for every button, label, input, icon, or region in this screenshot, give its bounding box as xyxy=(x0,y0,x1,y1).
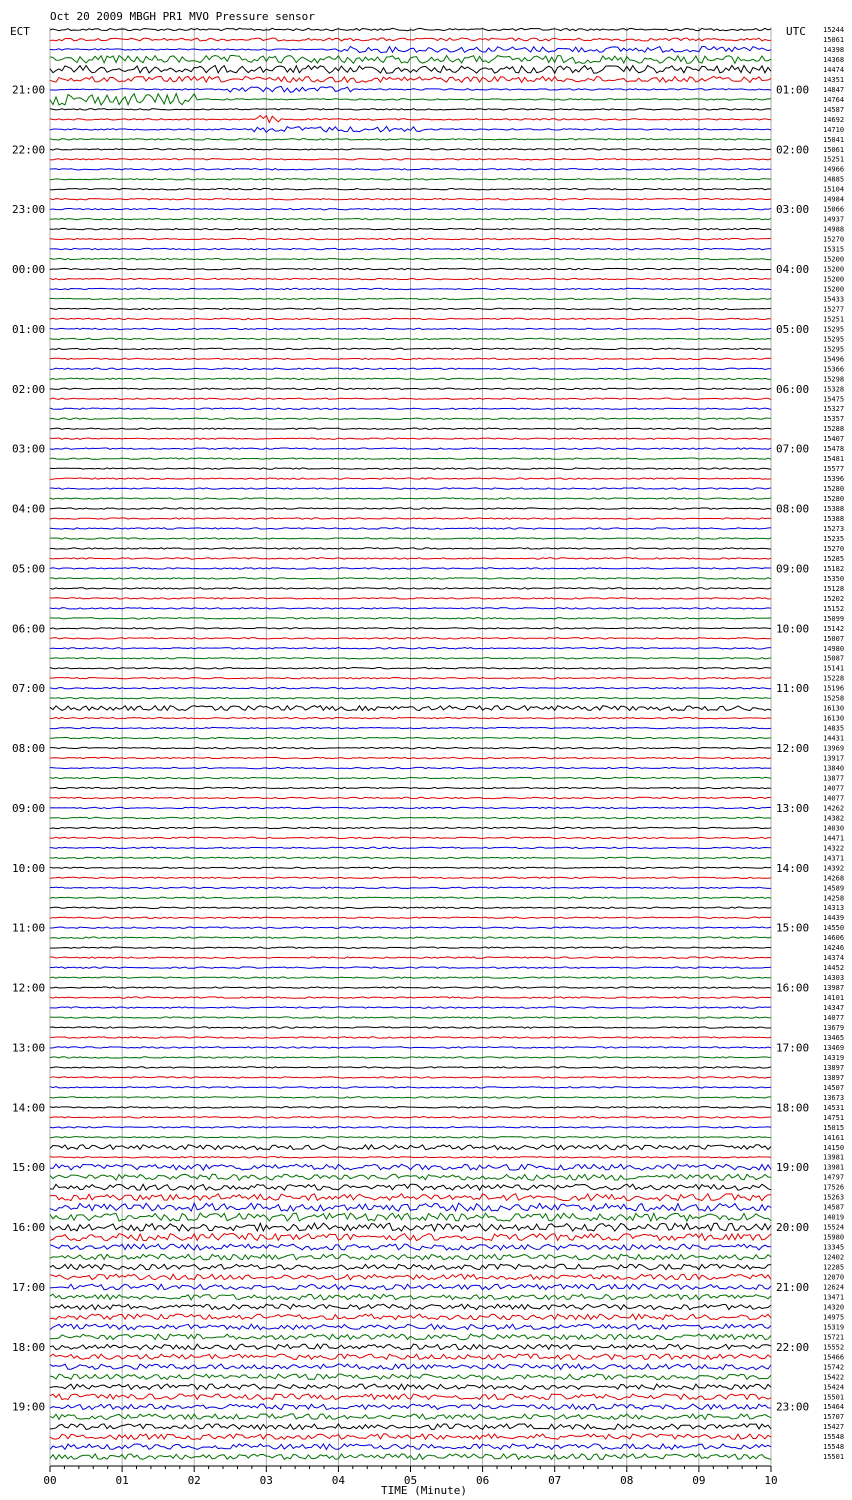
trace-value-label: 15142 xyxy=(823,624,845,633)
trace-value-label: 15258 xyxy=(823,694,845,703)
trace-value-label: 15244 xyxy=(823,26,845,34)
trace-value-label: 14431 xyxy=(823,734,845,743)
trace-value-label: 14150 xyxy=(823,1143,845,1152)
trace-value-label: 15285 xyxy=(823,554,845,563)
trace-value-label: 12285 xyxy=(823,1263,845,1272)
trace-value-label: 14764 xyxy=(823,95,845,104)
trace-value-label: 14606 xyxy=(823,934,845,943)
right-hour-label: 15:00 xyxy=(776,921,810,935)
trace-value-label: 12624 xyxy=(823,1283,845,1292)
trace-row-26 xyxy=(50,288,771,289)
trace-value-label: 15015 xyxy=(823,1123,845,1132)
trace-value-label: 14262 xyxy=(823,804,845,813)
trace-value-label: 15524 xyxy=(823,1223,845,1232)
right-hour-label: 13:00 xyxy=(776,801,810,815)
trace-value-label: 15422 xyxy=(823,1373,845,1382)
trace-value-label: 14980 xyxy=(823,644,845,653)
trace-value-label: 15152 xyxy=(823,604,845,613)
trace-value-label: 12402 xyxy=(823,1253,845,1262)
left-hour-label: 12:00 xyxy=(12,981,46,995)
x-tick-label: 03 xyxy=(259,1474,273,1487)
trace-value-label: 15104 xyxy=(823,185,845,194)
right-hour-label: 10:00 xyxy=(776,622,810,636)
trace-value-label: 14313 xyxy=(823,904,845,913)
trace-value-label: 15270 xyxy=(823,544,845,553)
trace-value-label: 14471 xyxy=(823,834,845,843)
left-hour-label: 10:00 xyxy=(12,861,46,875)
x-tick-label: 01 xyxy=(115,1474,129,1487)
trace-value-label: 14587 xyxy=(823,105,845,114)
trace-value-label: 15319 xyxy=(823,1323,845,1332)
trace-value-label: 15200 xyxy=(823,265,845,274)
trace-value-label: 14835 xyxy=(823,724,845,733)
trace-value-label: 15552 xyxy=(823,1343,845,1352)
right-hour-labels xyxy=(776,83,809,1413)
left-hour-label: 21:00 xyxy=(12,83,46,97)
right-axis-label: UTC xyxy=(786,25,806,38)
trace-value-label: 15141 xyxy=(823,664,845,673)
trace-value-label: 14268 xyxy=(823,874,845,883)
trace-value-label: 14320 xyxy=(823,1303,845,1312)
right-hour-label: 07:00 xyxy=(776,442,810,456)
trace-value-label: 15295 xyxy=(823,325,845,334)
trace-value-label: 15577 xyxy=(823,465,845,474)
trace-value-label: 14319 xyxy=(823,1053,845,1062)
trace-row-92 xyxy=(50,947,771,948)
x-tick-label: 08 xyxy=(620,1474,634,1487)
left-hour-label: 08:00 xyxy=(12,742,46,756)
trace-row-91 xyxy=(50,937,771,938)
left-hour-label: 13:00 xyxy=(12,1041,46,1055)
trace-value-label: 14847 xyxy=(823,85,845,94)
left-hour-label: 15:00 xyxy=(12,1161,46,1175)
left-hour-label: 23:00 xyxy=(12,203,46,217)
left-hour-label: 05:00 xyxy=(12,562,46,576)
x-tick-label: 06 xyxy=(475,1474,490,1487)
x-tick-label: 02 xyxy=(187,1474,201,1487)
trace-value-label: 15200 xyxy=(823,255,845,264)
trace-value-label: 15270 xyxy=(823,235,845,244)
trace-value-label: 14474 xyxy=(823,65,845,74)
trace-value-label: 14692 xyxy=(823,115,845,124)
chart-title: Oct 20 2009 MBGH PR1 MVO Pressure sensor xyxy=(50,10,315,23)
trace-value-label: 15366 xyxy=(823,365,845,374)
trace-value-label: 14531 xyxy=(823,1103,845,1112)
trace-value-label: 14589 xyxy=(823,884,845,893)
left-hour-label: 02:00 xyxy=(12,382,46,396)
trace-value-label: 15481 xyxy=(823,455,845,464)
trace-value-label: 15721 xyxy=(823,1333,845,1342)
left-hour-label: 03:00 xyxy=(12,442,46,456)
x-tick-label: 05 xyxy=(403,1474,418,1487)
trace-value-label: 13897 xyxy=(823,1063,845,1072)
trace-value-label: 15263 xyxy=(823,1193,845,1202)
trace-value-label: 13981 xyxy=(823,1163,845,1172)
right-hour-label: 20:00 xyxy=(776,1221,810,1235)
right-hour-label: 19:00 xyxy=(776,1161,810,1175)
trace-value-label: 15328 xyxy=(823,385,845,394)
trace-value-label: 13469 xyxy=(823,1043,845,1052)
trace-value-label: 15200 xyxy=(823,275,845,284)
trace-value-label: 16130 xyxy=(823,714,845,723)
left-hour-label: 18:00 xyxy=(12,1340,46,1354)
trace-value-label: 14374 xyxy=(823,954,845,963)
x-tick-label: 09 xyxy=(692,1474,706,1487)
right-hour-label: 14:00 xyxy=(776,861,810,875)
trace-value-label: 15280 xyxy=(823,495,845,504)
x-tick-label: 10 xyxy=(764,1474,778,1487)
trace-value-label: 14937 xyxy=(823,215,845,224)
trace-row-36 xyxy=(50,388,771,389)
trace-value-label: 15235 xyxy=(823,534,845,543)
trace-value-label: 13465 xyxy=(823,1033,845,1042)
trace-value-label: 14966 xyxy=(823,165,845,174)
trace-value-label: 14347 xyxy=(823,1004,845,1013)
trace-value-label: 14885 xyxy=(823,175,845,184)
trace-value-label: 13987 xyxy=(823,984,845,993)
trace-value-label: 15315 xyxy=(823,245,845,254)
right-hour-label: 22:00 xyxy=(776,1340,810,1354)
trace-value-label: 13471 xyxy=(823,1293,845,1302)
trace-value-label: 13969 xyxy=(823,744,845,753)
trace-value-label: 14550 xyxy=(823,924,845,933)
trace-value-label: 14371 xyxy=(823,854,845,863)
trace-value-label: 15228 xyxy=(823,674,845,683)
trace-value-label: 14452 xyxy=(823,964,845,973)
right-hour-label: 17:00 xyxy=(776,1041,810,1055)
trace-value-label: 14751 xyxy=(823,1113,845,1122)
trace-value-label: 13673 xyxy=(823,1093,845,1102)
trace-value-label: 15295 xyxy=(823,335,845,344)
trace-value-label: 15548 xyxy=(823,1433,845,1442)
trace-value-label: 15327 xyxy=(823,405,845,414)
trace-value-label: 15202 xyxy=(823,594,845,603)
trace-value-label: 15099 xyxy=(823,614,845,623)
trace-value-label: 15388 xyxy=(823,505,845,514)
trace-value-label: 15466 xyxy=(823,1353,845,1362)
trace-value-label: 13897 xyxy=(823,1073,845,1082)
trace-value-label: 17526 xyxy=(823,1183,845,1192)
left-hour-label: 00:00 xyxy=(12,263,46,277)
trace-value-label: 15061 xyxy=(823,35,845,44)
left-hour-label: 16:00 xyxy=(12,1221,46,1235)
trace-value-label: 15357 xyxy=(823,415,845,424)
trace-value-label: 13917 xyxy=(823,754,845,763)
trace-value-label: 14988 xyxy=(823,225,845,234)
trace-value-label: 15407 xyxy=(823,435,845,444)
left-hour-labels xyxy=(12,83,45,1413)
trace-value-label: 15742 xyxy=(823,1363,845,1372)
right-hour-label: 08:00 xyxy=(776,502,810,516)
trace-value-label: 15288 xyxy=(823,425,845,434)
trace-value-label: 15501 xyxy=(823,1393,845,1402)
trace-value-label: 14587 xyxy=(823,1203,845,1212)
left-axis-label: ECT xyxy=(10,25,30,38)
trace-value-label: 15280 xyxy=(823,485,845,494)
trace-value-label: 15295 xyxy=(823,345,845,354)
trace-value-label: 15548 xyxy=(823,1443,845,1452)
trace-value-label: 15041 xyxy=(823,135,845,144)
trace-value-label: 12070 xyxy=(823,1273,845,1282)
trace-value-label: 14258 xyxy=(823,894,845,903)
right-hour-label: 18:00 xyxy=(776,1101,810,1115)
right-hour-label: 21:00 xyxy=(776,1280,810,1294)
trace-value-label: 14077 xyxy=(823,794,845,803)
trace-value-label: 15128 xyxy=(823,584,845,593)
trace-value-label: 13981 xyxy=(823,1153,845,1162)
right-hour-label: 06:00 xyxy=(776,382,810,396)
trace-value-label: 15277 xyxy=(823,305,845,314)
trace-value-label: 14161 xyxy=(823,1133,845,1142)
trace-value-label: 14322 xyxy=(823,844,845,853)
trace-value-label: 15433 xyxy=(823,295,845,304)
left-hour-label: 14:00 xyxy=(12,1101,46,1115)
trace-value-label: 14507 xyxy=(823,1083,845,1092)
trace-value-label: 14077 xyxy=(823,1014,845,1023)
trace-value-label: 14710 xyxy=(823,125,845,134)
right-hour-label: 09:00 xyxy=(776,562,810,576)
trace-value-label: 16130 xyxy=(823,704,845,713)
trace-value-label: 14303 xyxy=(823,974,845,983)
trace-value-label: 15182 xyxy=(823,564,845,573)
trace-value-label: 15066 xyxy=(823,205,845,214)
trace-value-label: 15427 xyxy=(823,1423,845,1432)
trace-value-label: 14077 xyxy=(823,784,845,793)
trace-value-label: 15350 xyxy=(823,574,845,583)
trace-value-label: 15273 xyxy=(823,525,845,533)
left-hour-label: 09:00 xyxy=(12,801,46,815)
trace-value-label: 14984 xyxy=(823,195,845,204)
trace-value-label: 15478 xyxy=(823,445,845,454)
trace-value-label: 14368 xyxy=(823,55,845,64)
right-hour-label: 03:00 xyxy=(776,203,810,217)
left-hour-label: 22:00 xyxy=(12,143,46,157)
trace-value-label: 13679 xyxy=(823,1024,845,1032)
trace-value-label: 14392 xyxy=(823,864,845,873)
trace-value-label: 15196 xyxy=(823,684,845,693)
trace-value-label: 13345 xyxy=(823,1243,845,1252)
trace-value-label: 15424 xyxy=(823,1383,845,1392)
trace-value-label: 14019 xyxy=(823,1213,845,1222)
vertical-grid xyxy=(50,27,771,1465)
trace-value-label: 15464 xyxy=(823,1403,845,1412)
trace-value-label: 15501 xyxy=(823,1453,845,1462)
x-tick-label: 04 xyxy=(331,1474,346,1487)
left-hour-label: 07:00 xyxy=(12,682,46,696)
right-hour-label: 01:00 xyxy=(776,83,810,97)
x-axis-label: TIME (Minute) xyxy=(380,1484,468,1497)
left-hour-label: 11:00 xyxy=(12,921,46,935)
trace-value-label: 14101 xyxy=(823,994,845,1003)
trace-row-24 xyxy=(50,268,771,269)
right-hour-label: 11:00 xyxy=(776,682,810,696)
right-hour-label: 23:00 xyxy=(776,1400,810,1414)
trace-value-label: 15200 xyxy=(823,285,845,294)
x-tick-label: 07 xyxy=(548,1474,562,1487)
right-hour-label: 12:00 xyxy=(776,742,810,756)
trace-value-label: 15007 xyxy=(823,634,845,643)
trace-value-label: 14975 xyxy=(823,1313,845,1322)
trace-value-labels xyxy=(823,26,844,1461)
trace-value-label: 15087 xyxy=(823,654,845,663)
left-hour-label: 17:00 xyxy=(12,1280,46,1294)
trace-value-label: 13840 xyxy=(823,764,845,773)
trace-value-label: 14398 xyxy=(823,45,845,54)
trace-value-label: 13877 xyxy=(823,774,845,783)
right-hour-label: 16:00 xyxy=(776,981,810,995)
trace-value-label: 14246 xyxy=(823,944,845,953)
trace-value-label: 15298 xyxy=(823,375,845,384)
trace-value-label: 14797 xyxy=(823,1173,845,1182)
right-hour-label: 05:00 xyxy=(776,322,810,336)
trace-value-label: 15061 xyxy=(823,145,845,154)
left-hour-label: 04:00 xyxy=(12,502,46,516)
trace-value-label: 15707 xyxy=(823,1413,845,1422)
trace-value-label: 14351 xyxy=(823,75,845,84)
left-hour-label: 19:00 xyxy=(12,1400,46,1414)
trace-value-label: 15496 xyxy=(823,355,845,364)
left-hour-label: 01:00 xyxy=(12,322,46,336)
trace-value-label: 14382 xyxy=(823,814,845,823)
x-tick-label: 00 xyxy=(43,1474,57,1487)
trace-value-label: 15475 xyxy=(823,395,845,404)
trace-value-label: 14030 xyxy=(823,824,845,833)
trace-value-label: 15251 xyxy=(823,315,845,324)
right-hour-label: 02:00 xyxy=(776,143,810,157)
right-hour-label: 04:00 xyxy=(776,263,810,277)
left-hour-label: 06:00 xyxy=(12,622,46,636)
trace-value-label: 14439 xyxy=(823,914,845,923)
trace-value-label: 15980 xyxy=(823,1233,845,1242)
trace-value-label: 15388 xyxy=(823,515,845,524)
trace-value-label: 15251 xyxy=(823,155,845,164)
trace-value-label: 15396 xyxy=(823,475,845,484)
